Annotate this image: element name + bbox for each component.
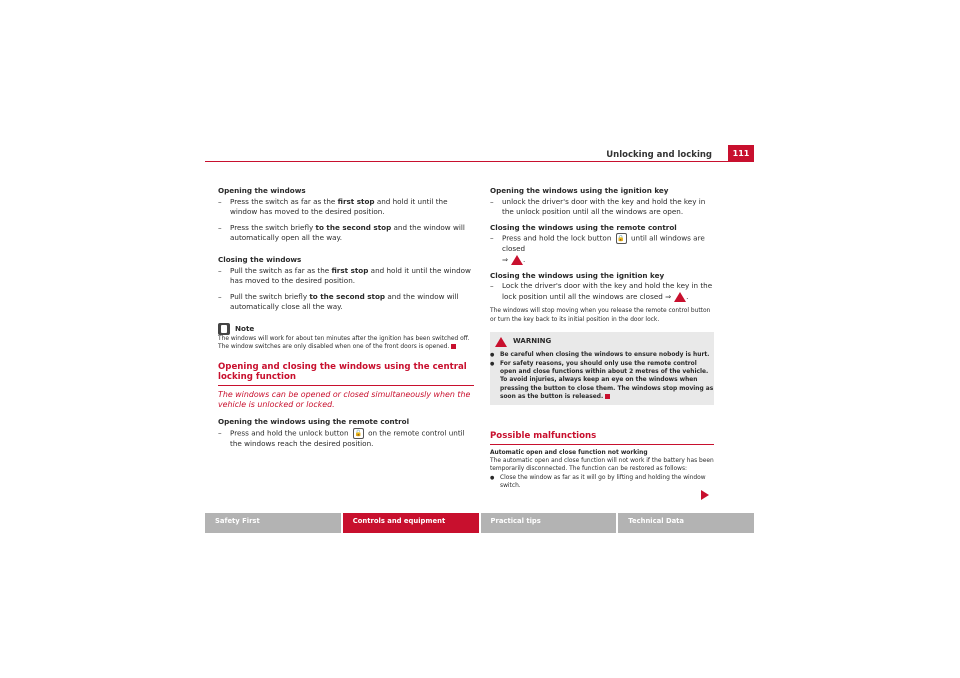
heading-closing-windows: Closing the windows — [218, 254, 302, 264]
warning-triangle-icon — [495, 337, 507, 347]
heading-remote-close: Closing the windows using the remote control — [490, 222, 677, 232]
step-item — [218, 428, 474, 450]
heading-auto-function: Automatic open and close function not working — [490, 449, 648, 456]
step-text: Press and hold the lock button — [502, 233, 614, 243]
section-rule — [218, 385, 474, 386]
dash: – — [490, 196, 494, 206]
step-text: until all windows are closed — [502, 233, 705, 254]
lock-button-icon: 🔒 — [617, 235, 625, 243]
step-item — [218, 266, 474, 287]
dash: – — [218, 265, 222, 275]
warning-bullet: ● Be careful when closing the windows to ensure nobody is hurt. — [490, 351, 714, 359]
footer-tabs — [205, 513, 754, 533]
tab-safety-first[interactable]: Safety First — [205, 513, 341, 533]
step-item — [490, 281, 714, 302]
header-rule — [205, 161, 754, 162]
warning-bullet: ● For safety reasons, you should only use the remote control open and close functions within about 2 metres of the vehicle. To avoid injuries, always keep an eye on the windows when pressing the button to close them. The windows stop moving as soon as the button is released. — [490, 360, 714, 401]
dash: – — [218, 291, 222, 301]
heading-remote-open: Opening the windows using the remote control — [218, 416, 410, 426]
dash: – — [218, 427, 222, 437]
warning-triangle-icon — [511, 255, 526, 265]
step-item — [218, 223, 474, 244]
step-item — [218, 197, 474, 218]
step-text: Press the switch briefly — [230, 222, 316, 232]
step-emphasis: to the second stop — [315, 222, 392, 232]
release-info-text: The windows will stop moving when you release the remote control button or turn the key back to its initial position in the door lock. — [490, 308, 711, 323]
step-text: on the remote control until the windows reach the desired position. — [230, 428, 465, 448]
period: . — [523, 255, 526, 265]
right-column — [490, 186, 714, 491]
dash: – — [218, 196, 222, 206]
step-text: Press the switch as far as the — [230, 196, 338, 206]
warning-box — [490, 332, 714, 405]
tab-technical-data[interactable]: Technical Data — [618, 513, 754, 533]
heading-ignition-close: Closing the windows using the ignition key — [490, 270, 665, 280]
malfunction-text: The automatic open and close function will not work if the battery has been temporarily disconnected. The function can be restored as follows: — [490, 457, 714, 473]
running-header: Unlocking and locking — [606, 150, 712, 160]
end-mark-icon — [605, 394, 610, 399]
cross-ref-arrow: ⇒ — [665, 291, 672, 301]
step-text: and hold it until the window has moved to the desired position. — [230, 265, 471, 286]
step-emphasis: first stop — [337, 196, 375, 206]
step-item — [490, 197, 714, 218]
step-text: Lock the driver's door with the key and hold the key in the lock position until all the windows are closed — [502, 281, 713, 301]
section-lead: The windows can be opened or closed simultaneously when the vehicle is unlocked or locked. — [218, 389, 471, 410]
step-text: and hold it until the window has moved to the desired position. — [230, 196, 448, 217]
malfunction-bullet: ● Close the window as far as it will go by lifting and holding the window switch. — [490, 474, 714, 491]
tab-controls-and-equipment[interactable]: Controls and equipment — [343, 513, 479, 533]
note-header — [218, 323, 474, 335]
cross-ref-arrow: ⇒ — [502, 255, 509, 265]
step-text: Pull the switch briefly — [230, 291, 310, 301]
step-text: and the window will automatically close all the way. — [230, 291, 459, 312]
dash: – — [490, 281, 494, 291]
step-item — [218, 292, 474, 313]
step-text: Press and hold the unlock button — [230, 428, 351, 438]
heading-ignition-open: Opening the windows using the ignition key — [490, 186, 669, 195]
tab-practical-tips[interactable]: Practical tips — [481, 513, 617, 533]
step-text: and the window will automatically open all the way. — [230, 222, 465, 243]
note-icon — [218, 323, 230, 335]
step-emphasis: to the second stop — [309, 291, 386, 301]
continue-arrow-icon — [701, 490, 709, 500]
heading-opening-windows: Opening the windows — [218, 186, 306, 195]
step-text: Pull the switch as far as the — [230, 265, 332, 275]
step-item — [490, 233, 714, 265]
step-emphasis: first stop — [331, 265, 369, 275]
warning-header — [492, 336, 714, 347]
dash: – — [490, 233, 494, 243]
section-title-central-locking: Opening and closing the windows using the central locking function — [218, 361, 467, 383]
section-rule — [490, 444, 714, 445]
unlock-button-icon: 🔓 — [354, 429, 363, 437]
section-title-malfunctions: Possible malfunctions — [490, 431, 597, 442]
page-number: 111 — [728, 145, 754, 161]
step-text: unlock the driver's door with the key and hold the key in the unlock position until all the windows are open. — [502, 196, 706, 217]
period: . — [686, 291, 689, 301]
end-mark-icon — [451, 344, 456, 349]
left-column — [218, 186, 474, 454]
warning-triangle-icon — [674, 291, 689, 302]
note-label: Note — [235, 323, 255, 333]
dash: – — [218, 222, 222, 232]
warning-label: WARNING — [513, 337, 552, 346]
note-text: The windows will work for about ten minutes after the ignition has been switched off. The window switches are only disabled when one of the front doors is opened. — [218, 335, 470, 351]
